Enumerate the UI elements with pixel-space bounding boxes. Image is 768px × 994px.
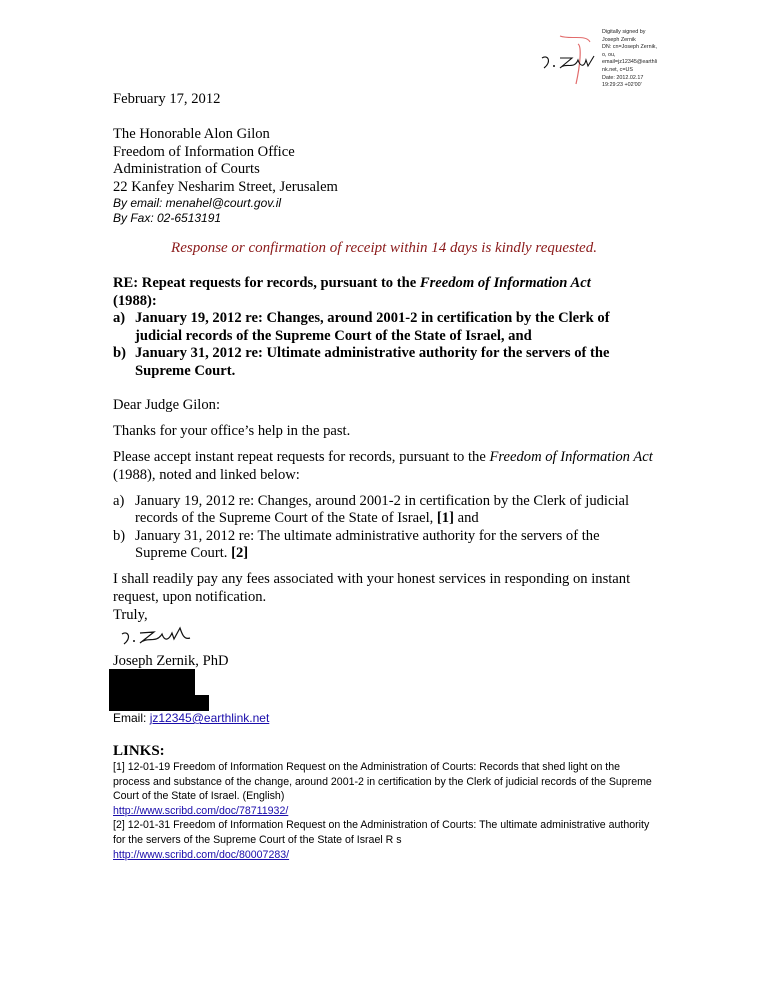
paragraph: I shall readily pay any fees associated with your honest services in responding on instant request, upon notification.	[113, 571, 631, 605]
request-item-tail: and	[453, 510, 479, 526]
link-description: [2] 12-01-31 Freedom of Information Request on the Administration of Courts: The ultimate administrative authority for the servers of the Supreme Court of the State of Israel R s	[113, 819, 650, 846]
request-item-ref: [1]	[436, 510, 454, 526]
request-item-text: January 31, 2012 re: The ultimate administrative authority for the servers of the Supreme Court.	[135, 527, 600, 561]
re-line-1	[113, 275, 653, 293]
request-item-marker: b)	[113, 527, 126, 544]
closing: Truly,	[113, 607, 148, 623]
signer-email	[113, 711, 269, 725]
recipient-line: The Honorable Alon Gilon	[113, 126, 270, 142]
paragraph	[113, 449, 653, 484]
sig-line: email=jz12345@earthli	[602, 59, 658, 66]
recipient-line: 22 Kanfey Nesharim Street, Jerusalem	[113, 178, 338, 195]
redaction-box	[109, 695, 209, 711]
re-item	[113, 345, 653, 380]
re-subject	[113, 275, 653, 380]
signer-name: Joseph Zernik, PhD	[113, 653, 229, 669]
email-label: Email:	[113, 711, 150, 725]
recipient-fax: By Fax: 02-6513191	[113, 210, 222, 225]
re-item-text: January 19, 2012 re: Changes, around 2001-2 in certification by the Clerk of judicial records of the Supreme Court of the State of Israel, and	[135, 310, 610, 344]
signature-stamp-icon	[530, 26, 605, 96]
response-notice: Response or confirmation of receipt within 14 days is kindly requested.	[171, 240, 597, 256]
para2-prefix: Please accept instant repeat requests for records, pursuant to the	[113, 449, 490, 465]
re-item	[113, 310, 653, 345]
link-url[interactable]: http://www.scribd.com/doc/80007283/	[113, 848, 290, 861]
email-link[interactable]: jz12345@earthlink.net	[149, 711, 270, 725]
handwritten-signature	[118, 624, 198, 650]
recipient-line: Freedom of Information Office	[113, 143, 295, 160]
letter-body	[113, 397, 653, 615]
letter-date: February 17, 2012	[113, 91, 221, 107]
para2-act-title: Freedom of Information Act	[489, 449, 653, 465]
salutation: Dear Judge Gilon:	[113, 397, 220, 413]
sig-line: nk.net, c=US	[602, 66, 634, 73]
request-item-marker: a)	[113, 492, 125, 509]
sig-line: Joseph Zernik	[602, 36, 636, 43]
re-item-text: January 31, 2012 re: Ultimate administrative authority for the servers of the Supreme Court.	[135, 345, 610, 379]
re-item-marker: a)	[113, 310, 126, 326]
paragraph: Thanks for your office’s help in the past.	[113, 423, 351, 439]
signature-details	[602, 29, 682, 90]
re-prefix: RE: Repeat requests for records, pursuant to the	[113, 275, 420, 291]
para2-suffix: (1988), noted and linked below:	[113, 466, 300, 483]
re-line-2: (1988):	[113, 292, 157, 309]
recipient-address	[113, 126, 338, 225]
link-url[interactable]: http://www.scribd.com/doc/78711932/	[113, 804, 289, 817]
sig-line: Digitally signed by	[602, 29, 646, 35]
request-item-text: January 19, 2012 re: Changes, around 2001-2 in certification by the Clerk of judicial records of the Supreme Court of the State of Israel,	[135, 492, 630, 526]
links-heading: LINKS:	[113, 743, 165, 759]
recipient-email: By email: menahel@court.gov.il	[113, 196, 282, 210]
sig-line: o, ou,	[602, 51, 616, 58]
request-item	[113, 528, 653, 563]
sig-line: Date: 2012.02.17	[602, 74, 644, 81]
re-act-title: Freedom of Information Act	[419, 275, 591, 291]
links-list	[113, 760, 658, 862]
recipient-line: Administration of Courts	[113, 161, 260, 177]
sig-line: DN: cn=Joseph Zernik,	[602, 44, 657, 51]
re-item-marker: b)	[113, 345, 126, 361]
redaction-box	[109, 669, 195, 697]
link-description: [1] 12-01-19 Freedom of Information Request on the Administration of Courts: Records that shed light on the process and substance of the change, around 2001-2 in certification by the Clerk of judicial records of the Supreme Court of the State of Israel. (English)	[113, 761, 652, 803]
request-item	[113, 493, 653, 528]
sig-line: 19:29:23 +02'00'	[602, 82, 642, 89]
request-item-ref: [2]	[231, 545, 249, 561]
digital-signature	[530, 26, 680, 96]
